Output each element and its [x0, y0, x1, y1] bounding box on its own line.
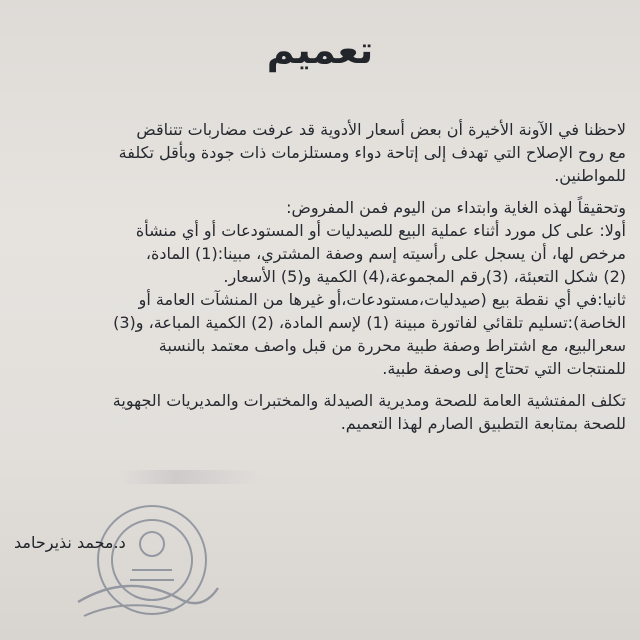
- ink-bleed-mark: [120, 470, 260, 484]
- document-body: [18, 118, 626, 444]
- document-title: تعميم: [266, 28, 374, 72]
- text-line: مرخص لها، أن يسجل على رأسيته إسم وصفة المشتري، مبينا:(1) المادة،: [145, 244, 626, 263]
- official-stamp: [74, 498, 222, 628]
- paragraph-measures: [18, 196, 626, 380]
- text-line: للمنتجات التي تحتاج إلى وصفة طبية.: [382, 359, 626, 378]
- text-line: سعرالبيع، مع اشتراط وصفة طبية محررة من قبل واصف معتمد بالنسبة: [158, 336, 626, 355]
- text-line: للمواطنين.: [554, 166, 626, 185]
- paragraph-enforcement: [18, 389, 626, 435]
- text-line: أولا: على كل مورد أثناء عملية البيع للصيدليات أو المستودعات أو أي منشأة: [135, 221, 626, 240]
- paragraph-intro: [18, 118, 626, 187]
- text-line: ثانيا:في أي نقطة بيع (صيدليات،مستودعات،أو غيرها من المنشآت العامة أو: [138, 290, 626, 309]
- text-line: لاحظنا في الآونة الأخيرة أن بعض أسعار الأدوية قد عرفت مضاربات تتناقض: [136, 120, 626, 139]
- text-line: للصحة بمتابعة التطبيق الصارم لهذا التعميم.: [340, 414, 626, 433]
- signature-name: د.محمد نذيرحامد: [14, 533, 126, 552]
- text-line: (2) شكل التعبئة، (3)رقم المجموعة،(4) الكمية و(5) الأسعار.: [223, 267, 626, 286]
- text-line: مع روح الإصلاح التي تهدف إلى إتاحة دواء ومستلزمات ذات جودة وبأقل تكلفة: [118, 143, 626, 162]
- text-line: وتحقيقاً لهذه الغاية وابتداء من اليوم فمن المفروض:: [286, 198, 626, 217]
- text-line: تكلف المفتشية العامة للصحة ومديرية الصيدلة والمختبرات والمديريات الجهوية: [112, 391, 626, 410]
- text-line: الخاصة):تسليم تلقائي لفاتورة مبينة (1) لإسم المادة، (2) الكمية المباعة، و(3): [113, 313, 626, 332]
